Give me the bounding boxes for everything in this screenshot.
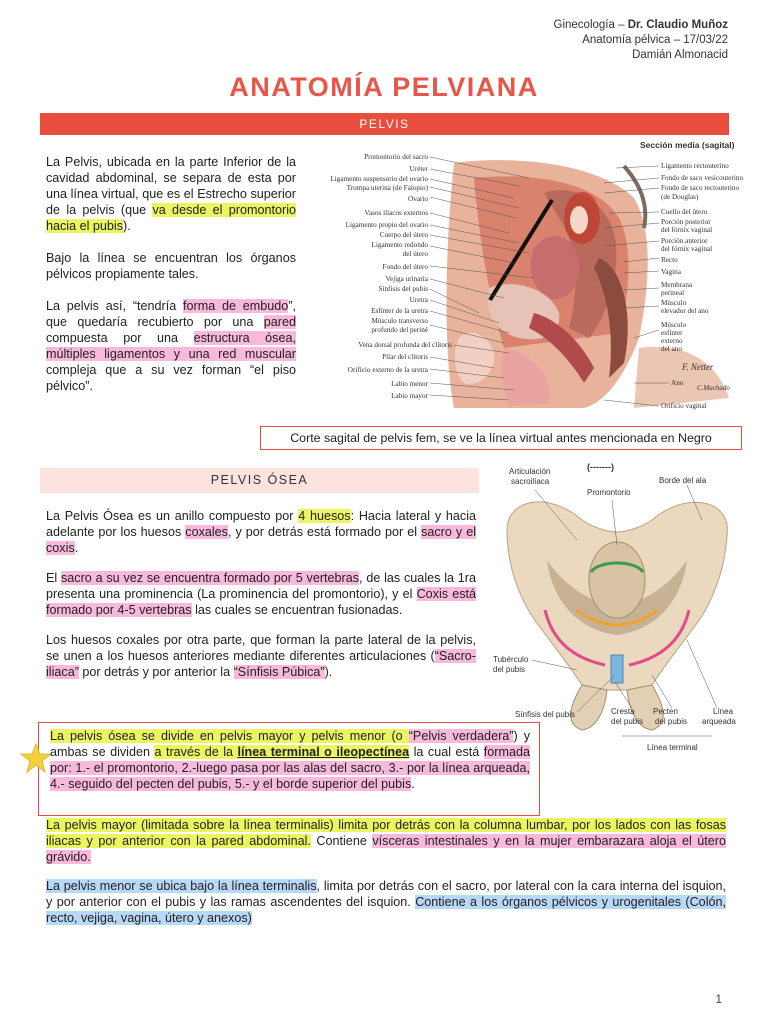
page-title: ANATOMÍA PELVIANA bbox=[229, 72, 539, 102]
svg-text:Músculo transverso: Músculo transverso bbox=[371, 317, 428, 325]
svg-text:Vagina: Vagina bbox=[661, 268, 681, 276]
svg-text:Orificio vaginal: Orificio vaginal bbox=[661, 402, 707, 410]
header-line2: Anatomía pélvica – 17/03/22 bbox=[582, 34, 728, 46]
svg-text:Línea terminal: Línea terminal bbox=[647, 743, 698, 752]
svg-text:Sínfisis del pubis: Sínfisis del pubis bbox=[378, 285, 428, 293]
star-icon bbox=[20, 742, 52, 774]
header-line3: Damián Almonacid bbox=[632, 49, 728, 61]
svg-text:sacroilíaca: sacroilíaca bbox=[511, 477, 550, 486]
header-info bbox=[554, 18, 728, 63]
machado-signature: C.Machado bbox=[697, 384, 730, 392]
svg-text:Ligamento propio del ovario: Ligamento propio del ovario bbox=[345, 221, 428, 229]
svg-text:Pilar del clítoris: Pilar del clítoris bbox=[382, 353, 428, 361]
svg-text:externo: externo bbox=[661, 337, 683, 345]
svg-text:Promontorio del sacro: Promontorio del sacro bbox=[364, 153, 428, 161]
svg-text:Vasos ilíacos externos: Vasos ilíacos externos bbox=[364, 209, 428, 217]
svg-text:del pubis: del pubis bbox=[611, 717, 644, 726]
svg-text:Ligamento redondo: Ligamento redondo bbox=[371, 241, 428, 249]
svg-text:Labio menor: Labio menor bbox=[391, 380, 428, 388]
svg-text:Borde del ala: Borde del ala bbox=[659, 476, 707, 485]
pelvis-menor-text: La pelvis menor se ubica bajo la línea terminalis, limita por detrás con el sacro, por lateral con la cara interna del isquion, y por anterior con el pubis y las ramas ascendentes del isquion. Contiene a los órganos pélvicos y urogenitales (Colón, recto, vejiga, vagina, útero y anexos) bbox=[46, 879, 727, 925]
svg-text:Uréter: Uréter bbox=[409, 165, 428, 173]
pelvis-para-3: La pelvis así, “tendría forma de embudo”, que quedaría recubierto por una pared compuesta por una estructura ósea, múltiples ligamentos y una red muscular compleja que a su vez forman “el piso pélvico”. bbox=[46, 299, 297, 393]
svg-text:del fórnix vaginal: del fórnix vaginal bbox=[661, 245, 713, 253]
author-name: Dr. Claudio Muñoz bbox=[627, 19, 728, 31]
svg-text:Labio mayor: Labio mayor bbox=[391, 392, 428, 400]
page-number: 1 bbox=[715, 992, 722, 1006]
svg-text:Articulación: Articulación bbox=[509, 467, 551, 476]
svg-text:profundo del periné: profundo del periné bbox=[371, 326, 428, 334]
svg-text:Porción posterior: Porción posterior bbox=[661, 218, 711, 226]
osea-para-2: El sacro a su vez se encuentra formado por 5 vertebras, de las cuales la 1ra presenta una prominencia (La prominencia del promontorio), y el Coxis está formado por 4-5 vertebras las cuales se encuentran fusionadas. bbox=[46, 571, 477, 617]
svg-text:Vena dorsal profunda del clíto: Vena dorsal profunda del clítoris bbox=[358, 341, 452, 349]
svg-text:del pubis: del pubis bbox=[655, 717, 688, 726]
pelvis-mayor-text: La pelvis mayor (limitada sobre la línea terminalis) limita por detrás con la columna lumbar, por los lados con las fosas iliacas y por anterior con la pared abdominal. Contiene vísceras intestinales y en la mujer embarazara aloja el útero grávido. bbox=[46, 818, 726, 864]
svg-text:Sínfisis del pubis: Sínfisis del pubis bbox=[515, 710, 576, 719]
svg-text:Pecten: Pecten bbox=[653, 707, 678, 716]
svg-text:Ligamento suspensorio del ovar: Ligamento suspensorio del ovario bbox=[330, 175, 428, 183]
netter-signature: F. Netter bbox=[682, 362, 714, 372]
svg-text:Fondo del útero: Fondo del útero bbox=[382, 263, 428, 271]
svg-text:Ligamento rectouterino: Ligamento rectouterino bbox=[661, 162, 729, 170]
header-line1: Ginecología – Dr. Claudio Muñoz bbox=[553, 19, 728, 31]
pelvis-osea-text bbox=[46, 508, 476, 680]
osea-para-3: Los huesos coxales por otra parte, que forman la parte lateral de la pelvis, se unen a los huesos anteriores mediante diferentes articulaciones (“Sacro-iliaca” por detrás y por anterior la “Sínfisis Púbica”). bbox=[46, 633, 476, 679]
svg-text:perineal: perineal bbox=[661, 289, 685, 297]
svg-text:Recto: Recto bbox=[661, 256, 678, 264]
svg-text:Músculo: Músculo bbox=[661, 299, 687, 307]
pelvis-para-2: Bajo la línea se encuentran los órganos pélvicos propiamente tales. bbox=[46, 251, 296, 281]
pelvis-intro-text bbox=[46, 154, 296, 394]
svg-text:Fondo de saco vesicouterino: Fondo de saco vesicouterino bbox=[661, 174, 744, 182]
svg-text:(de Douglas): (de Douglas) bbox=[661, 193, 699, 201]
svg-text:Membrana: Membrana bbox=[661, 281, 693, 289]
pelvis-division-text: La pelvis ósea se divide en pelvis mayor y pelvis menor (o “Pelvis verdadera”) y ambas se dividen a través de la línea terminal o ileopectínea la cual está formada por: 1.- el promontorio, 2.-luego pasa por las alas del sacro, 3.- por la línea arqueada, 4.- seguido del pecten del pubis, 5.- y el borde superior del pubis. bbox=[50, 729, 530, 791]
svg-text:Tubérculo: Tubérculo bbox=[493, 655, 529, 664]
svg-text:Porción anterior: Porción anterior bbox=[661, 237, 708, 245]
figure-caption-sagittal: Corte sagital de pelvis fem, se ve la línea virtual antes mencionada en Negro bbox=[260, 426, 742, 450]
svg-text:elevador del ano: elevador del ano bbox=[661, 307, 709, 315]
svg-text:Esfínter de la uretra: Esfínter de la uretra bbox=[371, 307, 428, 315]
svg-text:Vejiga urinaria: Vejiga urinaria bbox=[385, 275, 428, 283]
svg-text:Línea: Línea bbox=[713, 707, 734, 716]
figure-top-label: (-------) bbox=[587, 462, 614, 472]
pelvis-para-1: La Pelvis, ubicada en la parte Inferior de la cavidad abdominal, se separa de esta por una línea virtual, que es el Estrecho superior de la pelvis (que va desde el promontorio hacia el pubis). bbox=[46, 155, 296, 233]
svg-text:Fondo de saco rectouterino: Fondo de saco rectouterino bbox=[661, 184, 740, 192]
bony-pelvis-illustration bbox=[507, 502, 727, 730]
section-banner-pelvis: PELVIS bbox=[40, 113, 729, 135]
svg-text:Uretra: Uretra bbox=[409, 296, 428, 304]
svg-text:del útero: del útero bbox=[402, 250, 428, 258]
svg-text:del pubis: del pubis bbox=[493, 665, 526, 674]
svg-text:Orificio externo de la uretra: Orificio externo de la uretra bbox=[347, 366, 428, 374]
svg-text:esfínter: esfínter bbox=[661, 329, 683, 337]
svg-text:del ano: del ano bbox=[661, 345, 682, 353]
svg-text:arqueada: arqueada bbox=[702, 717, 736, 726]
svg-text:Músculo: Músculo bbox=[661, 321, 687, 329]
osea-para-1: La Pelvis Ósea es un anillo compuesto por 4 huesos: Hacia lateral y hacia adelante por los huesos coxales, y por detrás está formado por el sacro y el coxis. bbox=[46, 509, 476, 555]
svg-text:del fórnix vaginal: del fórnix vaginal bbox=[661, 226, 713, 234]
figure-title: Sección media (sagital) bbox=[640, 140, 735, 150]
svg-text:Cuerpo del útero: Cuerpo del útero bbox=[379, 231, 428, 239]
svg-text:Cresta: Cresta bbox=[611, 707, 635, 716]
sagittal-pelvis-figure bbox=[304, 138, 744, 416]
section-banner-pelvis-osea: PELVIS ÓSEA bbox=[40, 468, 479, 493]
svg-text:Cuello del útero: Cuello del útero bbox=[661, 208, 708, 216]
svg-text:Trompa uterina (de Falopio): Trompa uterina (de Falopio) bbox=[346, 184, 428, 192]
svg-text:Ano: Ano bbox=[671, 379, 684, 387]
svg-text:Ovario: Ovario bbox=[408, 195, 428, 203]
svg-text:Promontorio: Promontorio bbox=[587, 488, 631, 497]
